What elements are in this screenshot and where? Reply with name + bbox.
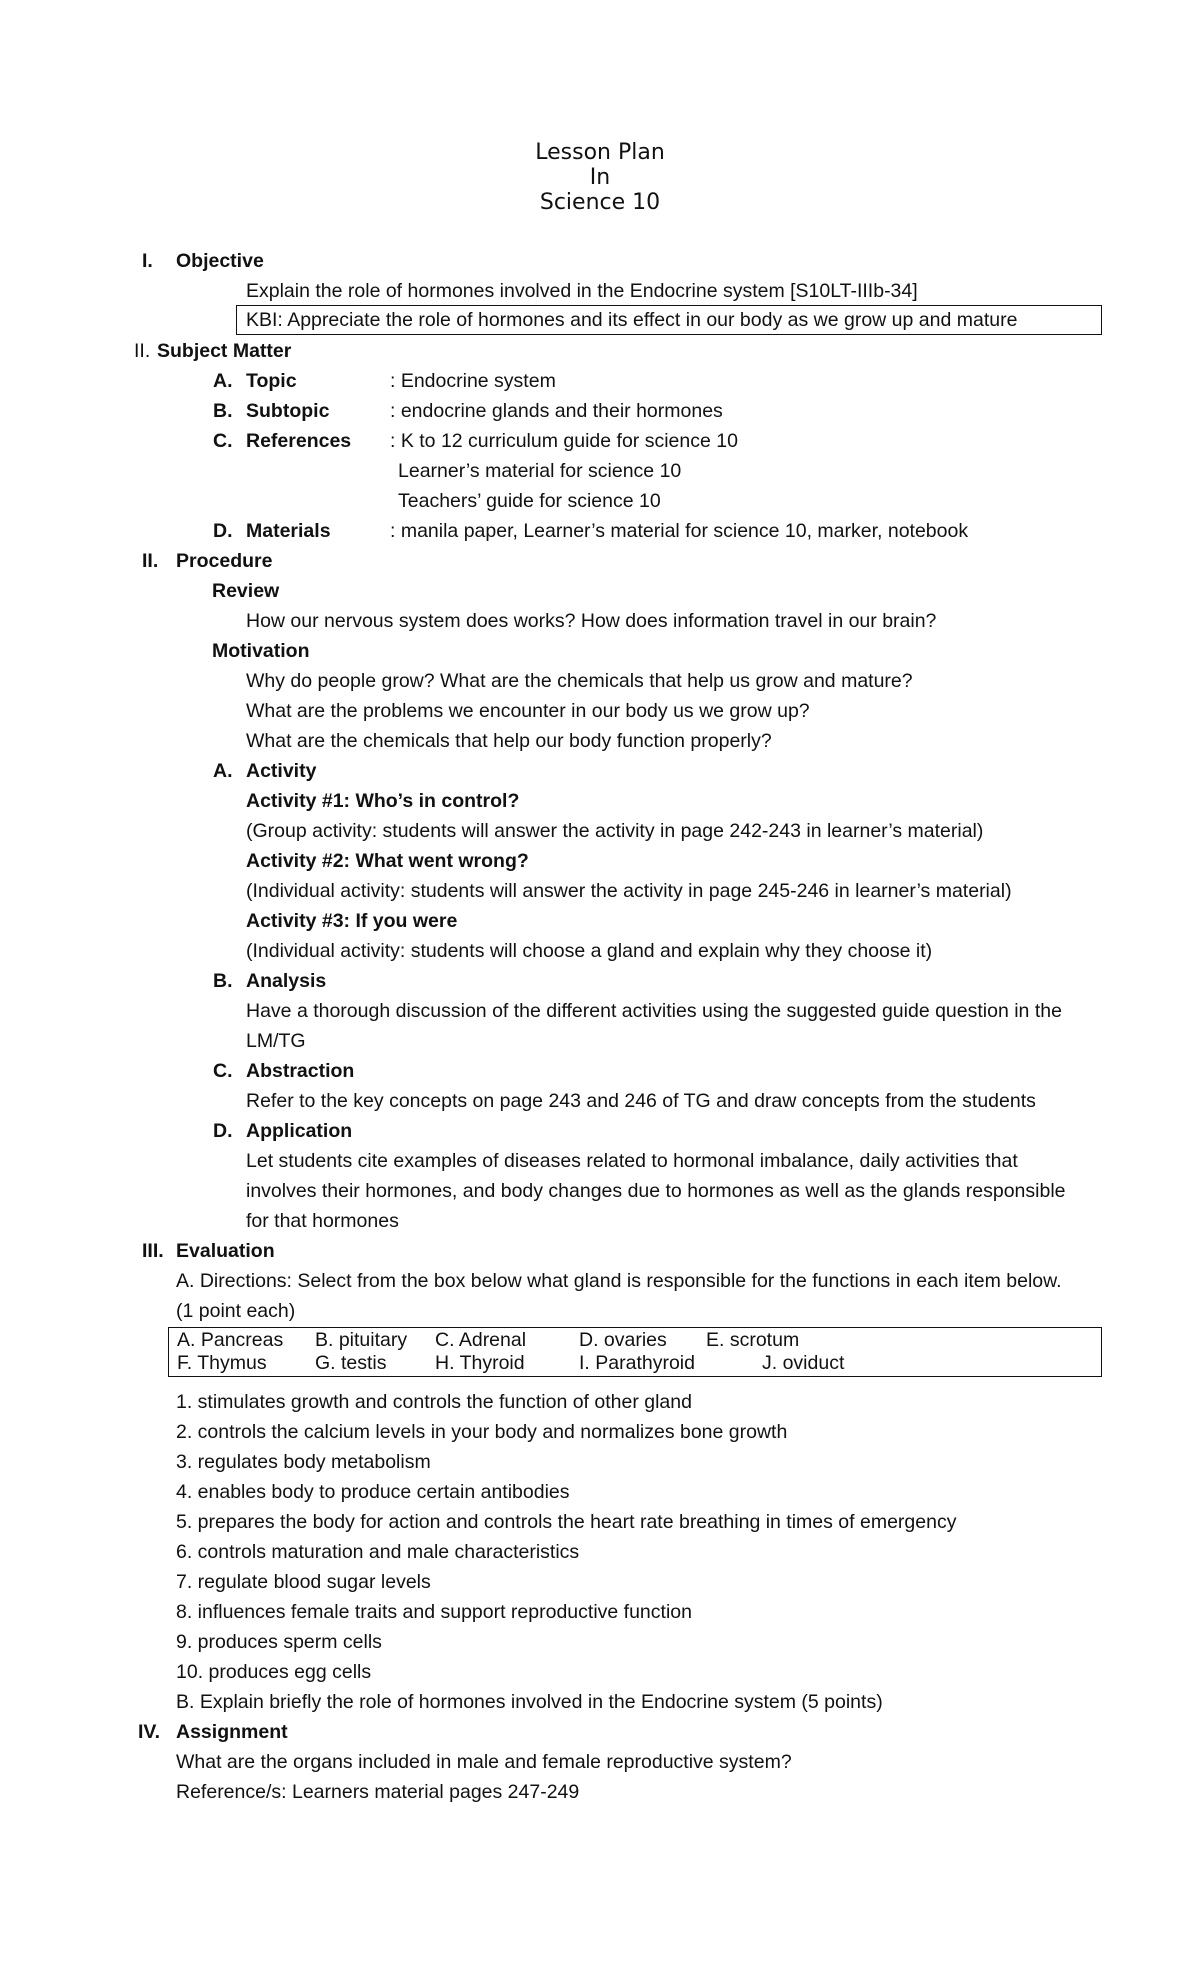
- references-line-2: Learner’s material for science 10: [398, 460, 682, 482]
- choice-f: F. Thymus: [177, 1352, 267, 1374]
- motivation-line-2: What are the problems we encounter in our body us we grow up?: [246, 700, 810, 722]
- references-letter: C.: [213, 430, 233, 452]
- materials-letter: D.: [213, 520, 233, 542]
- kbi-box: [236, 305, 1102, 335]
- activity-3-text: (Individual activity: students will choose a gland and explain why they choose it): [246, 940, 933, 962]
- choice-j: J. oviduct: [762, 1352, 845, 1374]
- motivation-line-3: What are the chemicals that help our body function properly?: [246, 730, 772, 752]
- evaluation-item-9: 9. produces sperm cells: [176, 1631, 382, 1653]
- application-line-2: involves their hormones, and body changes due to hormones as well as the glands responsible: [246, 1180, 1066, 1202]
- references-line-3: Teachers’ guide for science 10: [398, 490, 661, 512]
- assignment-numeral: IV.: [138, 1721, 161, 1743]
- kbi-text: KBI: Appreciate the role of hormones and its effect in our body as we grow up and mature: [246, 309, 1018, 331]
- choice-g: G. testis: [315, 1352, 387, 1374]
- choice-c: C. Adrenal: [435, 1329, 527, 1351]
- activity-3-title: Activity #3: If you were: [246, 910, 458, 932]
- assignment-heading: Assignment: [176, 1721, 288, 1743]
- activity-heading: Activity: [246, 760, 317, 782]
- application-heading: Application: [246, 1120, 353, 1142]
- subtopic-value: : endocrine glands and their hormones: [390, 400, 723, 422]
- evaluation-directions-line-2: (1 point each): [176, 1300, 296, 1322]
- gland-choices-box: [168, 1327, 1102, 1377]
- motivation-line-1: Why do people grow? What are the chemicals that help us grow and mature?: [246, 670, 913, 692]
- abstraction-letter: C.: [213, 1060, 233, 1082]
- topic-letter: A.: [213, 370, 233, 392]
- abstraction-heading: Abstraction: [246, 1060, 355, 1082]
- title-line-3: Science 10: [539, 190, 661, 215]
- procedure-numeral: II.: [142, 550, 159, 572]
- subject-matter-heading: Subject Matter: [157, 340, 292, 362]
- choice-e: E. scrotum: [706, 1329, 800, 1351]
- assignment-question: What are the organs included in male and female reproductive system?: [176, 1751, 792, 1773]
- analysis-line-2: LM/TG: [246, 1030, 306, 1052]
- choice-i: I. Parathyroid: [579, 1352, 695, 1374]
- evaluation-item-10: 10. produces egg cells: [176, 1661, 372, 1683]
- choice-b: B. pituitary: [315, 1329, 408, 1351]
- review-text: How our nervous system does works? How does information travel in our brain?: [246, 610, 937, 632]
- activity-2-title: Activity #2: What went wrong?: [246, 850, 529, 872]
- activity-2-text: (Individual activity: students will answer the activity in page 245-246 in learner’s material): [246, 880, 1012, 902]
- evaluation-numeral: III.: [142, 1240, 164, 1262]
- evaluation-part-b: B. Explain briefly the role of hormones involved in the Endocrine system (5 points): [176, 1691, 883, 1713]
- review-heading: Review: [212, 580, 280, 602]
- choice-a: A. Pancreas: [177, 1329, 284, 1351]
- analysis-letter: B.: [213, 970, 233, 992]
- topic-label: Topic: [246, 370, 297, 392]
- evaluation-item-3: 3. regulates body metabolism: [176, 1451, 431, 1473]
- application-line-3: for that hormones: [246, 1210, 399, 1232]
- subtopic-label: Subtopic: [246, 400, 330, 422]
- activity-1-text: (Group activity: students will answer the activity in page 242-243 in learner’s material): [246, 820, 984, 842]
- evaluation-item-5: 5. prepares the body for action and controls the heart rate breathing in times of emergency: [176, 1511, 957, 1533]
- evaluation-item-1: 1. stimulates growth and controls the function of other gland: [176, 1391, 692, 1413]
- evaluation-directions-line-1: A. Directions: Select from the box below what gland is responsible for the functions in each item below.: [176, 1270, 1062, 1292]
- objective-text: Explain the role of hormones involved in the Endocrine system [S10LT-IIIb-34]: [246, 280, 918, 302]
- references-label: References: [246, 430, 352, 452]
- evaluation-item-7: 7. regulate blood sugar levels: [176, 1571, 431, 1593]
- abstraction-text: Refer to the key concepts on page 243 and 246 of TG and draw concepts from the students: [246, 1090, 1036, 1112]
- materials-value: : manila paper, Learner’s material for science 10, marker, notebook: [390, 520, 969, 542]
- application-letter: D.: [213, 1120, 233, 1142]
- materials-label: Materials: [246, 520, 331, 542]
- topic-value: : Endocrine system: [390, 370, 556, 392]
- motivation-heading: Motivation: [212, 640, 310, 662]
- activity-1-title: Activity #1: Who’s in control?: [246, 790, 520, 812]
- activity-letter: A.: [213, 760, 233, 782]
- subtopic-letter: B.: [213, 400, 233, 422]
- references-value: : K to 12 curriculum guide for science 10: [390, 430, 738, 452]
- evaluation-item-4: 4. enables body to produce certain antibodies: [176, 1481, 570, 1503]
- choice-d: D. ovaries: [579, 1329, 667, 1351]
- evaluation-heading: Evaluation: [176, 1240, 275, 1262]
- evaluation-item-8: 8. influences female traits and support reproductive function: [176, 1601, 692, 1623]
- subject-matter-numeral: II.: [134, 340, 151, 362]
- procedure-heading: Procedure: [176, 550, 273, 572]
- title-line-1: Lesson Plan: [535, 140, 665, 165]
- analysis-line-1: Have a thorough discussion of the different activities using the suggested guide question in the: [246, 1000, 1062, 1022]
- objective-heading: Objective: [176, 250, 264, 272]
- title-line-2: In: [589, 165, 611, 190]
- assignment-reference: Reference/s: Learners material pages 247-249: [176, 1781, 580, 1803]
- choice-h: H. Thyroid: [435, 1352, 525, 1374]
- objective-numeral: I.: [142, 250, 153, 272]
- evaluation-item-6: 6. controls maturation and male characteristics: [176, 1541, 580, 1563]
- application-line-1: Let students cite examples of diseases related to hormonal imbalance, daily activities that: [246, 1150, 1018, 1172]
- evaluation-item-2: 2. controls the calcium levels in your body and normalizes bone growth: [176, 1421, 788, 1443]
- analysis-heading: Analysis: [246, 970, 327, 992]
